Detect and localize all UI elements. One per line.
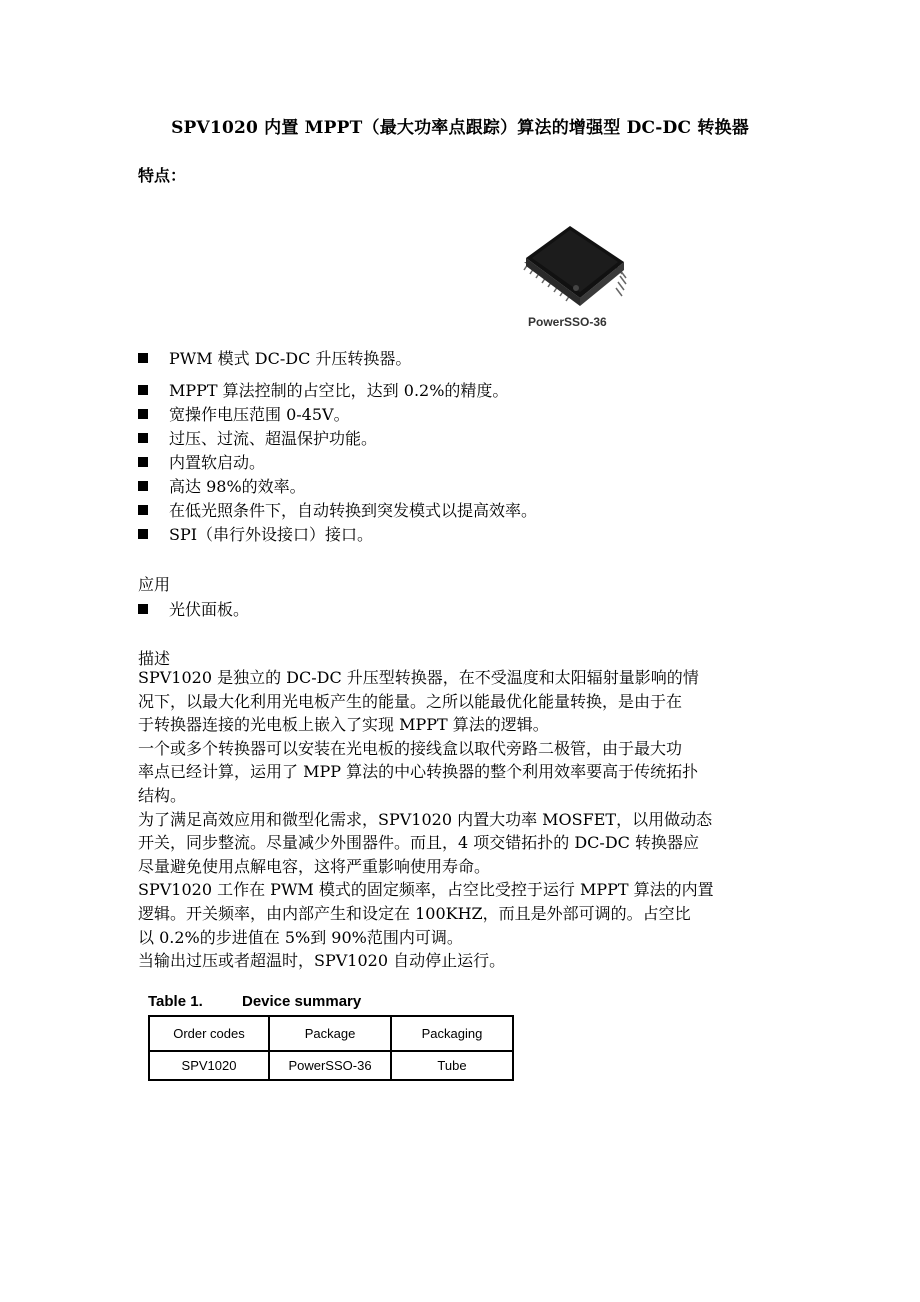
table-number: Table 1. [148, 993, 203, 1010]
table-title: Device summary [242, 993, 362, 1010]
description-line: 以 0.2%的步进值在 5%到 90%范围内可调。 [138, 927, 463, 947]
list-item: 高达 98%的效率。 [138, 474, 306, 497]
column-header: Package [269, 1016, 391, 1051]
description-line: 于转换器连接的光电板上嵌入了实现 MPPT 算法的逻辑。 [138, 715, 549, 735]
description-line: SPV1020 工作在 PWM 模式的固定频率，占空比受控于运行 MPPT 算法的内置 [138, 880, 714, 900]
square-bullet-icon [138, 505, 148, 515]
square-bullet-icon [138, 604, 148, 614]
square-bullet-icon [138, 353, 148, 363]
description-line: 逻辑。开关频率，由内部产生和设定在 100KHZ，而且是外部可调的。占空比 [138, 903, 691, 923]
list-item: PWM 模式 DC-DC 升压转换器。 [138, 346, 411, 369]
list-item: 光伏面板。 [138, 597, 249, 620]
square-bullet-icon [138, 409, 148, 419]
table-caption [148, 993, 361, 1010]
square-bullet-icon [138, 529, 148, 539]
description-line: 结构。 [138, 785, 187, 805]
description-line: 一个或多个转换器可以安装在光电板的接线盒以取代旁路二极管，由于最大功 [138, 738, 683, 758]
column-header: Order codes [149, 1016, 269, 1051]
table-header-row [149, 1016, 513, 1051]
list-item: 内置软启动。 [138, 450, 265, 473]
description-line: 尽量避免使用点解电容，这将严重影响使用寿命。 [138, 856, 491, 876]
applications-heading: 应用 [138, 575, 171, 594]
list-item: 在低光照条件下，自动转换到突发模式以提高效率。 [138, 498, 537, 521]
description-line: SPV1020 是独立的 DC-DC 升压型转换器，在不受温度和太阳辐射量影响的情 [138, 668, 699, 687]
package-image [520, 222, 632, 332]
column-header: Packaging [391, 1016, 513, 1051]
description-line: 况下，以最大化利用光电板产生的能量。之所以能最优化能量转换，是由于在 [138, 691, 683, 711]
list-item: 过压、过流、超温保护功能。 [138, 426, 377, 449]
description-body [138, 666, 788, 973]
table-cell: SPV1020 [149, 1051, 269, 1080]
description-line: 为了满足高效应用和微型化需求，SPV1020 内置大功率 MOSFET，以用做动态 [138, 809, 713, 829]
table-cell: PowerSSO-36 [269, 1051, 391, 1080]
description-heading: 描述 [138, 649, 171, 668]
square-bullet-icon [138, 481, 148, 491]
table-cell: Tube [391, 1051, 513, 1080]
description-line: 当输出过压或者超温时，SPV1020 自动停止运行。 [138, 951, 506, 971]
square-bullet-icon [138, 433, 148, 443]
list-item: 宽操作电压范围 0-45V。 [138, 402, 350, 425]
list-item: MPPT 算法控制的占空比，达到 0.2%的精度。 [138, 378, 508, 401]
document-title: SPV1020 内置 MPPT（最大功率点跟踪）算法的增强型 DC-DC 转换器 [171, 118, 749, 138]
table-row [149, 1051, 513, 1080]
description-line: 率点已经计算，运用了 MPP 算法的中心转换器的整个利用效率要高于传统拓扑 [138, 762, 699, 782]
description-line: 开关，同步整流。尽量减少外围器件。而且，4 项交错拓扑的 DC-DC 转换器应 [138, 833, 699, 853]
package-caption: PowerSSO-36 [528, 315, 607, 329]
square-bullet-icon [138, 457, 148, 467]
chip-icon [520, 222, 632, 312]
list-item: SPI（串行外设接口）接口。 [138, 522, 373, 545]
features-heading: 特点： [138, 166, 187, 185]
device-summary-table [148, 1015, 514, 1081]
square-bullet-icon [138, 385, 148, 395]
